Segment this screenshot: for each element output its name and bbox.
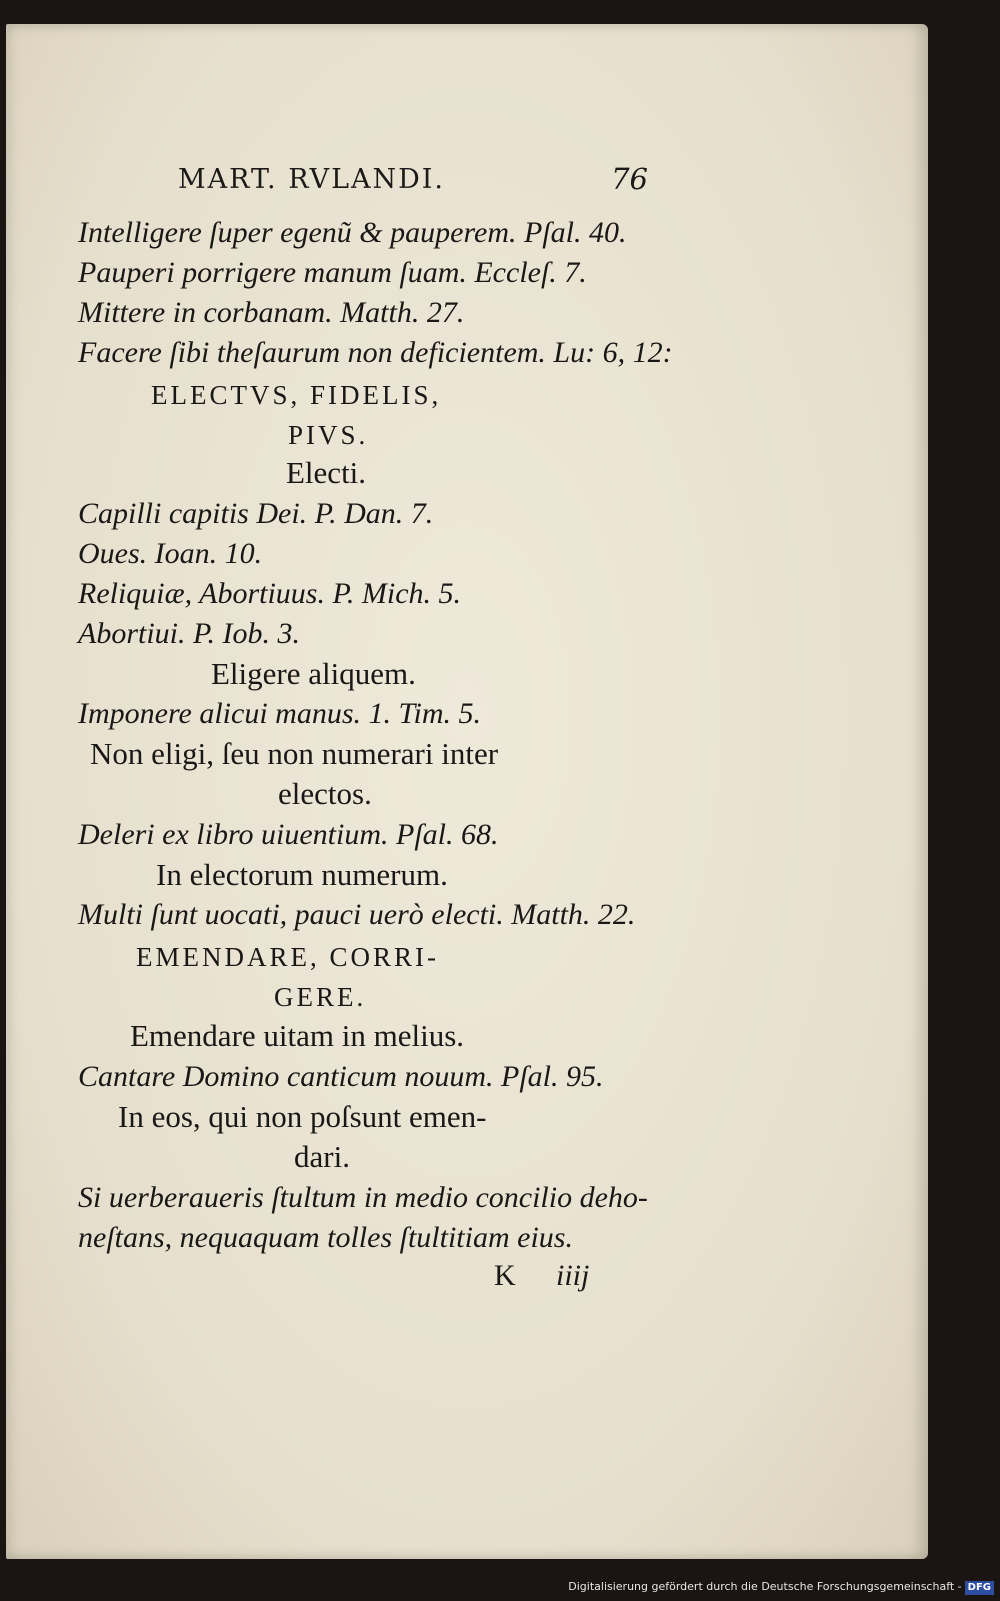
text-line: Multi ſunt uocati, pauci uerò electi. Matth. 22. — [78, 898, 636, 931]
text-line: Si uerberaueris ſtultum in medio concilio deho- — [78, 1181, 648, 1214]
text-line: Facere ſibi theſaurum non deficientem. Lu: 6, 12: — [78, 336, 673, 369]
text-line: Mittere in corbanam. Matth. 27. — [78, 296, 465, 329]
text-line: Reliquiæ, Abortiuus. P. Mich. 5. — [78, 577, 462, 610]
subheading: In electorum numerum. — [156, 857, 448, 892]
signature-letter: K — [494, 1259, 516, 1292]
signature-mark — [494, 1259, 604, 1299]
subheading: In eos, qui non poſsunt emen- — [118, 1099, 487, 1134]
text-line: Oues. Ioan. 10. — [78, 537, 263, 570]
subheading: Emendare uitam in melius. — [130, 1018, 465, 1053]
subheading: Eligere aliquem. — [211, 656, 416, 691]
book-page — [6, 24, 928, 1559]
digitization-credit — [568, 1577, 994, 1597]
section-heading: ELECTVS, FIDELIS, — [151, 380, 442, 410]
text-line: Imponere alicui manus. 1. Tim. 5. — [78, 697, 482, 730]
section-heading: PIVS. — [288, 420, 369, 450]
subheading: Electi. — [286, 455, 367, 490]
text-line: Pauperi porrigere manum ſuam. Eccleſ. 7. — [78, 256, 587, 289]
text-line: Capilli capitis Dei. P. Dan. 7. — [78, 497, 434, 530]
subheading: dari. — [294, 1139, 350, 1174]
dfg-logo-badge: DFG — [965, 1581, 994, 1595]
subheading: electos. — [278, 776, 372, 811]
text-line: Intelligere ſuper egenũ & pauperem. Pſal. 40. — [78, 216, 627, 249]
section-heading: GERE. — [274, 982, 367, 1012]
section-heading: EMENDARE, CORRI- — [136, 942, 439, 972]
text-line: Cantare Domino canticum nouum. Pſal. 95. — [78, 1060, 604, 1093]
page-number: 76 — [611, 162, 648, 196]
credit-text: Digitalisierung gefördert durch die Deutsche Forschungsgemeinschaft - — [568, 1580, 962, 1593]
running-title: MART. RVLANDI. — [178, 164, 446, 195]
signature-number: iiij — [556, 1259, 590, 1292]
text-line: neſtans, nequaquam tolles ſtultitiam eius. — [78, 1221, 573, 1254]
subheading: Non eligi, ſeu non numerari inter — [90, 736, 499, 771]
text-line: Deleri ex libro uiuentium. Pſal. 68. — [78, 818, 499, 851]
page-header — [178, 164, 648, 204]
text-line: Abortiui. P. Iob. 3. — [78, 617, 300, 650]
